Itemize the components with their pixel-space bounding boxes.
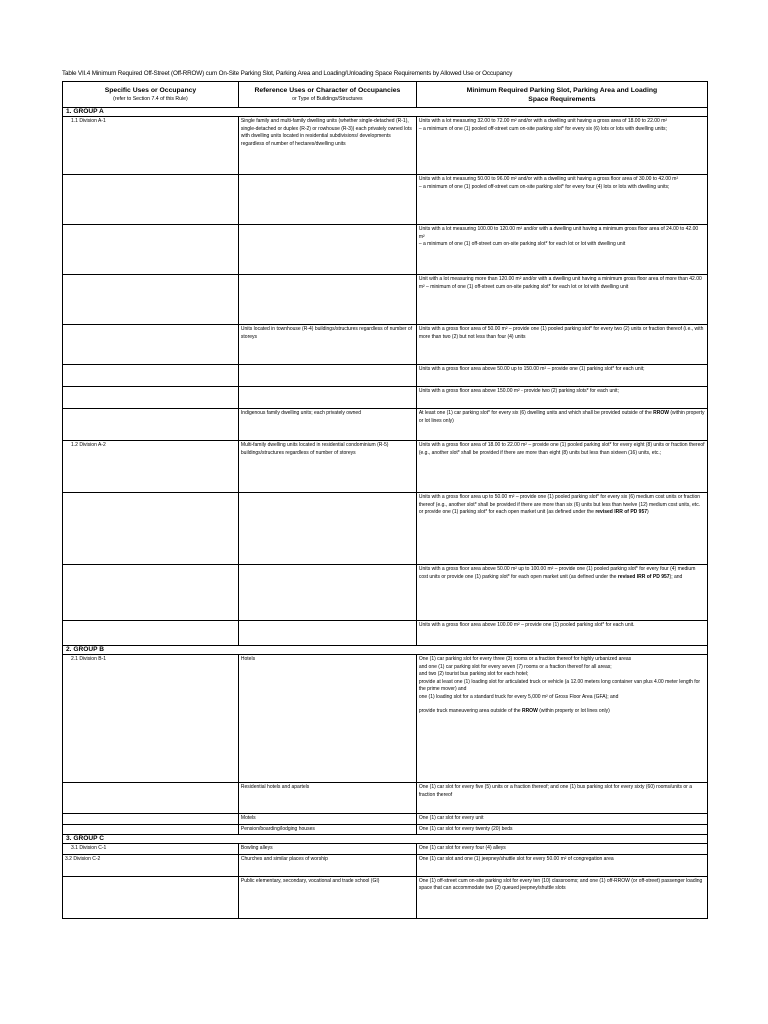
requirement-cell: Units with a gross floor area of 50.00 m² – provide one (1) pooled parking slot* for every two (2) units or fraction thereof (i.e., with more than two (2) but not less than four (4) units — [416, 325, 707, 365]
table-row — [63, 876, 708, 918]
reference-use-cell: Single family and multi-family dwelling units (whether single-detached (R-1), single-detached or duplex (R-2) or rowhouse (R-3)) each privately owned lots with dwelling units located in residential subdivisions/ developments regardless of number of hectares/dwelling units — [238, 117, 416, 175]
table-row — [63, 824, 708, 835]
group-row — [63, 108, 708, 117]
requirement-cell: Units with a lot measuring 32.00 to 72.00 m² and/or with a dwelling unit having a gross area of 18.00 to 22.00 m² – a minimum of one (1) pooled off-street cum on-site parking slot* for every six (6) lots or lots with dwelling units; — [416, 117, 707, 175]
parking-requirements-table — [62, 81, 708, 919]
table-row — [63, 814, 708, 825]
table-row — [63, 783, 708, 814]
requirement-cell: Units with a gross floor area above 50.00 m² up to 100.00 m² – provide one (1) pooled parking slot* for every four (4) medium cost units or provide one (1) parking slot* for each open market unit (as defined under the revised IRR of PD 957); and — [416, 565, 707, 621]
requirement-cell: One (1) car slot for every twenty (20) beds — [416, 824, 707, 835]
specific-use-cell: 3.2 Division C-2 — [63, 854, 239, 876]
table-row — [63, 441, 708, 493]
requirement-cell: Units with a lot measuring 50.00 to 96.00 m² and/or with a dwelling unit having a gross floor area of 30.00 to 42.00 m² – a minimum of one (1) pooled off-street cum on-site parking slot* for every four (4) lots or lots with dwelling units; — [416, 175, 707, 225]
requirement-cell: Units with a gross floor area above 50.00 up to 150.00 m² – provide one (1) parking slot* for each unit; — [416, 365, 707, 387]
requirement-cell: Units with a lot measuring 100.00 to 120.00 m² and/or with a dwelling unit having a minimum gross floor area of 24.00 to 42.00 m² – a minimum of one (1) off-street cum on-site parking slot* for each lot or lot with dwelling unit — [416, 225, 707, 275]
requirement-cell: Units with a gross floor area of 18.00 to 22.00 m² – provide one (1) pooled parking slot* for every eight (8) units or fraction thereof (e.g., another slot* shall be provided if there are more than eight (8) units but less than sixteen (16) units, etc.; — [416, 441, 707, 493]
reference-use-cell: Indigenous family dwelling units; each privately owned — [238, 409, 416, 441]
reference-use-cell: Hotels — [238, 655, 416, 783]
table-row — [63, 225, 708, 275]
table-row — [63, 365, 708, 387]
requirement-cell: One (1) car parking slot for every three (3) rooms or a fraction thereof for highly urbanized areas and one (1) car parking slot for every seven (7) rooms or a fraction thereof for all areas; and two (2) tourist bus parking slot for each hotel; provide at least one (1) loading slot for articulated truck or vehicle (a 12.00 meters long container van plus 4.00 meter length for the prime mover) and one (1) loading slot for a standard truck for every 5,000 m² of Gross Floor Area (GFA); and provide truck maneuvering area outside of the RROW (within property or lot lines only) — [416, 655, 707, 783]
table-row — [63, 117, 708, 175]
specific-use-cell: 2.1 Division B-1 — [63, 655, 239, 783]
table-header-row — [63, 82, 708, 108]
table-row — [63, 387, 708, 409]
group-row — [63, 835, 708, 844]
reference-use-cell: Bowling alleys — [238, 844, 416, 855]
table-row — [63, 844, 708, 855]
requirement-cell: Units with a gross floor area above 100.00 m² – provide one (1) pooled parking slot* for each unit. — [416, 621, 707, 646]
specific-use-cell: 3.1 Division C-1 — [63, 844, 239, 855]
document-page — [62, 70, 708, 919]
requirement-cell: One (1) car slot for every four (4) alleys — [416, 844, 707, 855]
reference-use-cell: Units located in townhouse (R-4) buildings/structures regardless of number of storeys — [238, 325, 416, 365]
table-row — [63, 854, 708, 876]
reference-use-cell: Public elementary, secondary, vocational and trade school (GI) — [238, 876, 416, 918]
group-a-label: 1. GROUP A — [63, 108, 708, 117]
requirement-cell: Units with a gross floor area up to 50.00 m² – provide one (1) pooled parking slot* for every six (6) medium cost units or fraction thereof (e.g., another slot* shall be provided if there are more than six (6) units but less than twelve (12) medium cost units, etc. or provide one (1) parking slot* for each open market unit (as defined under the revised IRR of PD 957) — [416, 493, 707, 565]
header-specific-uses: Specific Uses or Occupancy (refer to Section 7.4 of this Rule) — [63, 82, 239, 108]
requirement-cell: Units with a gross floor area above 150.00 m² - provide two (2) parking slots* for each unit; — [416, 387, 707, 409]
reference-use-cell: Motels — [238, 814, 416, 825]
reference-use-cell: Churches and similar places of worship — [238, 854, 416, 876]
requirement-cell: Unit with a lot measuring more than 120.00 m² and/or with a dwelling unit having a minimum gross floor area of more than 42.00 m² – minimum of one (1) off-street cum on-site parking slot* for each lot or lot with dwelling unit — [416, 275, 707, 325]
table-row — [63, 175, 708, 225]
table-row — [63, 621, 708, 646]
group-b-label: 2. GROUP B — [63, 646, 708, 655]
table-row — [63, 565, 708, 621]
table-row — [63, 655, 708, 783]
requirement-cell: At least one (1) car parking slot* for every six (6) dwelling units and which shall be provided outside of the RROW (within property or lot lines only) — [416, 409, 707, 441]
reference-use-cell: Multi-family dwelling units located in residential condominium (R-5) buildings/structures regardless of number of storeys — [238, 441, 416, 493]
specific-use-cell: 1.1 Division A-1 — [63, 117, 239, 175]
requirement-cell: One (1) off-street cum on-site parking slot for every ten (10) classrooms; and one (1) off-RROW (or off-street) passenger loading space that can accommodate two (2) queued jeepney/shuttle slots — [416, 876, 707, 918]
table-row — [63, 325, 708, 365]
header-reference-uses: Reference Uses or Character of Occupancies or Type of Buildings/Structures — [238, 82, 416, 108]
header-minimum-requirements: Minimum Required Parking Slot, Parking Area and Loading Space Requirements — [416, 82, 707, 108]
group-c-label: 3. GROUP C — [63, 835, 708, 844]
requirement-cell: One (1) car slot for every five (5) units or a fraction thereof; and one (1) bus parking slot for every sixty (60) rooms/units or a fraction thereof — [416, 783, 707, 814]
table-caption: Table VII.4 Minimum Required Off-Street (Off-RROW) cum On-Site Parking Slot, Parking Area and Loading/Unloading Space Requirements by Allowed Use or Occupancy — [62, 70, 513, 77]
group-row — [63, 646, 708, 655]
reference-use-cell: Residential hotels and apartels — [238, 783, 416, 814]
requirement-cell: One (1) car slot and one (1) jeepney/shuttle slot for every 50.00 m² of congregation area — [416, 854, 707, 876]
specific-use-cell: 1.2 Division A-2 — [63, 441, 239, 493]
requirement-cell: One (1) car slot for every unit — [416, 814, 707, 825]
table-row — [63, 493, 708, 565]
table-row — [63, 409, 708, 441]
reference-use-cell: Pension/boarding/lodging houses — [238, 824, 416, 835]
table-row — [63, 275, 708, 325]
